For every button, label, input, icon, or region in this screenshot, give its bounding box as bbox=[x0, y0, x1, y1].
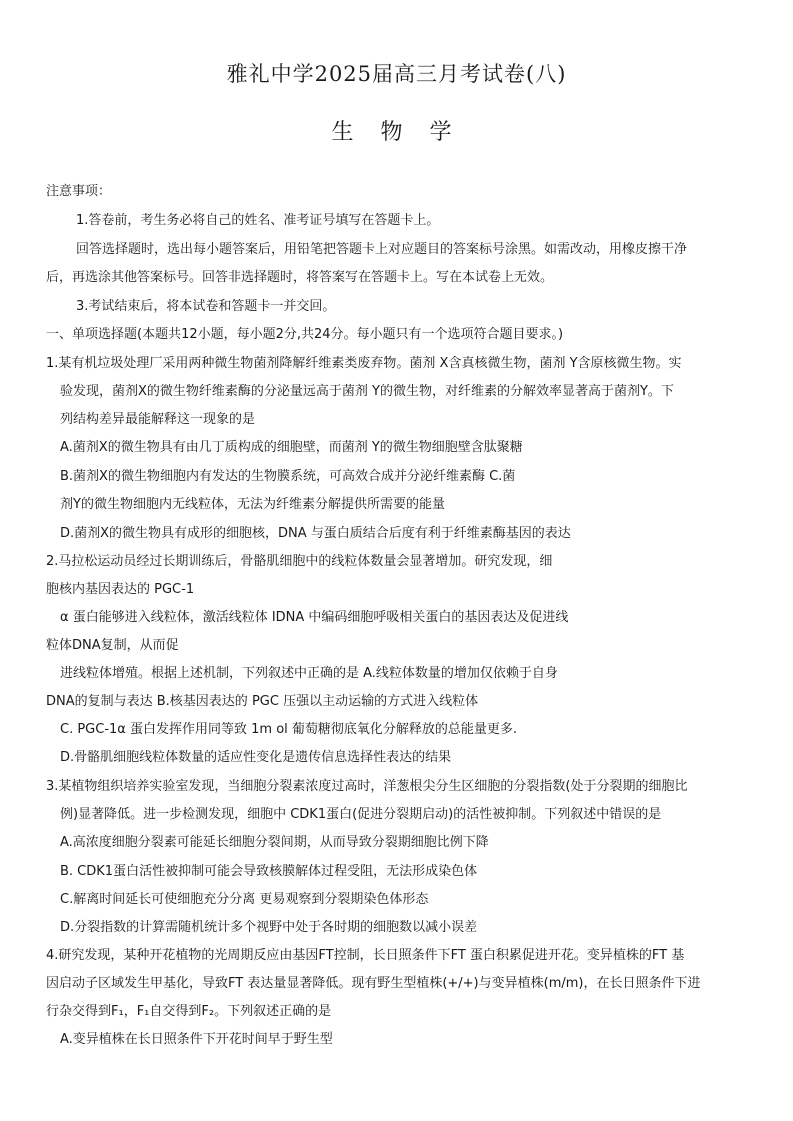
q3-stem-line-1: 3.某植物组织培养实验室发现，当细胞分裂素浓度过高时，洋葱根尖分生区细胞的分裂指数(处于分裂期的细胞比 bbox=[46, 779, 688, 794]
q2-line-1: 2.马拉松运动员经过长期训练后，骨骼肌细胞中的线粒体数量会显著增加。研究发现，细 bbox=[46, 554, 553, 569]
q1-option-b: B.菌剂X的微生物细胞内有发达的生物膜系统，可高效合成并分泌纤维素酶 C.菌 bbox=[60, 469, 516, 484]
q4-stem-line-1: 4.研究发现，某种开花植物的光周期反应由基因FT控制，长日照条件下FT 蛋白积累促进开花。变异植株的FT 基 bbox=[46, 948, 685, 963]
q3-option-d: D.分裂指数的计算需随机统计多个视野中处于各时期的细胞数以减小误差 bbox=[60, 920, 478, 935]
q2-line-8: D.骨骼肌细胞线粒体数量的适应性变化是遗传信息选择性表达的结果 bbox=[60, 750, 452, 765]
notice-item-3: 3.考试结束后，将本试卷和答题卡一并交回。 bbox=[76, 299, 336, 314]
notice-item-2-line-2: 后，再选涂其他答案标号。回答非选择题时，将答案写在答题卡上。写在本试卷上无效。 bbox=[46, 270, 554, 285]
q3-option-c: C.解离时间延长可使细胞充分分离 更易观察到分裂期染色体形态 bbox=[60, 892, 429, 907]
q4-option-a: A.变异植株在长日照条件下开花时间早于野生型 bbox=[60, 1032, 333, 1047]
q1-stem-line-3: 列结构差异最能解释这一现象的是 bbox=[60, 412, 256, 427]
q3-option-b: B. CDK1蛋白活性被抑制可能会导致核膜解体过程受阻，无法形成染色体 bbox=[60, 864, 478, 879]
section-heading: 一、单项选择题(本题共12小题，每小题2分,共24分。每小题只有一个选项符合题目要求。) bbox=[46, 327, 564, 342]
q2-line-6: DNA的复制与表达 B.核基因表达的 PGC 压强以主动运输的方式进入线粒体 bbox=[46, 694, 479, 709]
notice-heading: 注意事项： bbox=[46, 184, 112, 199]
q3-option-a: A.高浓度细胞分裂素可能延长细胞分裂间期，从而导致分裂期细胞比例下降 bbox=[60, 835, 489, 850]
q4-stem-line-3: 行杂交得到F₁，F₁自交得到F₂。下列叙述正确的是 bbox=[46, 1004, 332, 1019]
q1-stem-line-1: 1.某有机垃圾处理厂采用两种微生物菌剂降解纤维素类废弃物。菌剂 X含真核微生物，菌剂 Y含原核微生物。实 bbox=[46, 356, 682, 371]
notice-item-2-line-1: 回答选择题时，选出每小题答案后，用铅笔把答题卡上对应题目的答案标号涂黑。如需改动，用橡皮擦干净 bbox=[76, 242, 688, 257]
q2-line-4: 粒体DNA复制，从而促 bbox=[46, 638, 179, 653]
q1-option-a: A.菌剂X的微生物具有由几丁质构成的细胞壁，而菌剂 Y的微生物细胞壁含肽聚糖 bbox=[60, 440, 523, 455]
q2-line-3: α 蛋白能够进入线粒体，激活线粒体 IDNA 中编码细胞呼吸相关蛋白的基因表达及促进线 bbox=[60, 610, 569, 625]
subject-title: 生 物 学 bbox=[331, 120, 462, 145]
q1-option-c: 剂Y的微生物细胞内无线粒体，无法为纤维素分解提供所需要的能量 bbox=[60, 497, 445, 512]
q1-option-d: D.菌剂X的微生物具有成形的细胞核，DNA 与蛋白质结合后度有利于纤维素酶基因的表达 bbox=[60, 526, 571, 541]
exam-title: 雅礼中学2025届高三月考试卷(八) bbox=[226, 62, 567, 86]
q2-line-2: 胞核内基因表达的 PGC-1 bbox=[46, 582, 195, 597]
q2-line-5: 进线粒体增殖。根据上述机制，下列叙述中正确的是 A.线粒体数量的增加仅依赖于自身 bbox=[60, 666, 558, 681]
q3-stem-line-2: 例)显著降低。进一步检测发现，细胞中 CDK1蛋白(促进分裂期启动)的活性被抑制。下列叙述中错误的是 bbox=[60, 807, 662, 822]
notice-item-1: 1.答卷前，考生务必将自己的姓名、准考证号填写在答题卡上。 bbox=[76, 213, 440, 228]
q1-stem-line-2: 验发现，菌剂X的微生物纤维素酶的分泌量远高于菌剂 Y的微生物，对纤维素的分解效率显著高于菌剂Y。下 bbox=[60, 384, 674, 399]
q2-line-7: C. PGC-1α 蛋白发挥作用同等致 1m ol 葡萄糖彻底氧化分解释放的总能量更多. bbox=[60, 722, 518, 737]
q4-stem-line-2: 因启动子区域发生甲基化，导致FT 表达量显著降低。现有野生型植株(+/+)与变异植株(m/m)，在长日照条件下进 bbox=[46, 976, 701, 991]
